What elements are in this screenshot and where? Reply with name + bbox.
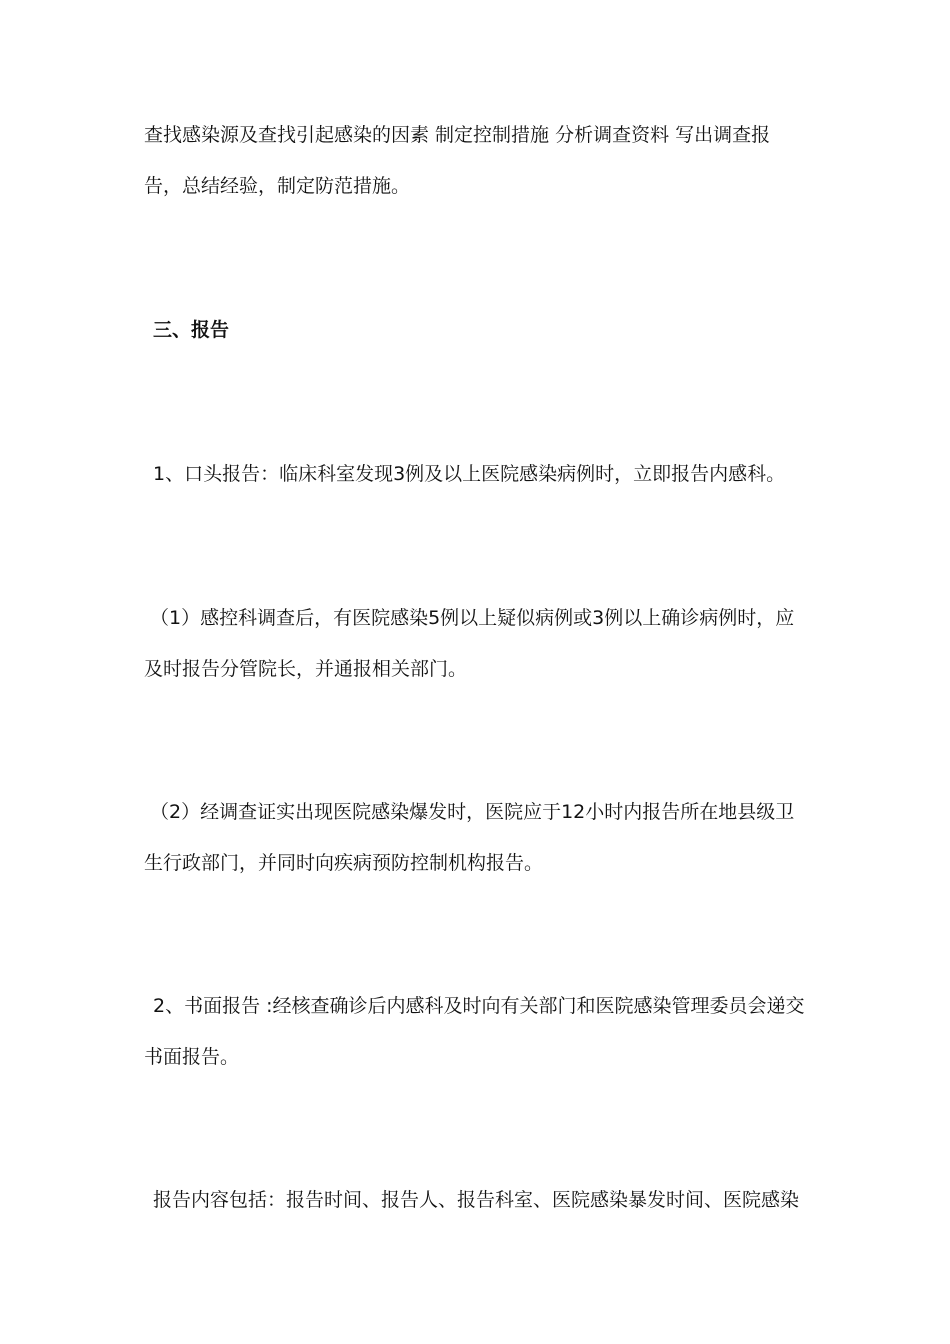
section-heading-report: 三、报告 (153, 319, 230, 341)
paragraph-written-report-line-2: 书面报告。 (144, 1046, 240, 1068)
paragraph-item-2-line-1: （2）经调查证实出现医院感染爆发时，医院应于12小时内报告所在地县级卫 (150, 801, 795, 823)
paragraph-item-1-line-2: 及时报告分管院长，并通报相关部门。 (144, 658, 468, 680)
paragraph-item-1-line-1: （1）感控科调查后，有医院感染5例以上疑似病例或3例以上确诊病例时，应 (150, 607, 795, 629)
paragraph-oral-report: 1、口头报告：临床科室发现3例及以上医院感染病例时，立即报告内感科。 (153, 463, 786, 485)
paragraph-written-report-line-1: 2、书面报告 :经核查确诊后内感科及时向有关部门和医院感染管理委员会递交 (153, 995, 805, 1017)
paragraph-report-contents: 报告内容包括：报告时间、报告人、报告科室、医院感染暴发时间、医院感染 (153, 1189, 800, 1211)
paragraph-item-2-line-2: 生行政部门，并同时向疾病预防控制机构报告。 (144, 852, 544, 874)
paragraph-investigation-line-2: 告，总结经验，制定防范措施。 (144, 175, 411, 197)
paragraph-investigation-line-1: 查找感染源及查找引起感染的因素 制定控制措施 分析调查资料 写出调查报 (144, 124, 771, 146)
